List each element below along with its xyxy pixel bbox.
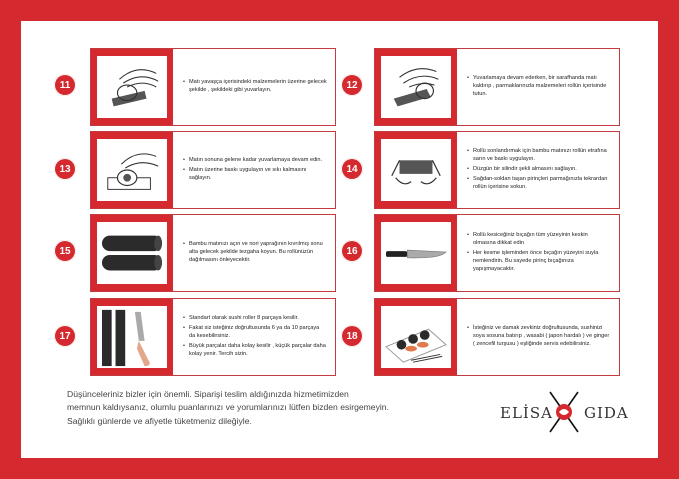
sushi-roll-icon <box>91 215 173 291</box>
step-card-17 <box>90 298 336 376</box>
step-text: • Bambu matınızı açın ve nori yaprağının kıvrılmış sonu alta gelecek şekilde tezgaha koyun. Bu rollünüzün dağılmasını önleyecektir. <box>189 240 327 265</box>
step-text: • Matın üzerine baskı uygulayın ve sıkı kalmasını sağlayın. <box>189 166 327 182</box>
step-card-18 <box>374 298 620 376</box>
footer-line: memnun kaldıysanız, olumlu puanlarınızı ve yorumlarınızı lütfen bizden esirgemeyin. <box>67 402 389 413</box>
step-card-16 <box>374 214 620 292</box>
step-number-11: 11 <box>54 74 76 96</box>
step-text: • Büyük parçalar daha kolay kesilir , küçük parçalar daha kolay yenir. Tercih sizin. <box>189 342 327 358</box>
step-text: • Sağdan-soldan taşan pirinçleri parmağınızla tekrardan rollün içerisine sokun. <box>473 175 611 191</box>
step-number-16: 16 <box>341 240 363 262</box>
step-text: • Her kesme işleminden önce bıçağın yüzeyini suyla nemlendirin. Bu sayede pirinç bıçağınıza yapışmayacaktır. <box>473 249 611 274</box>
step-text: • Matın sonuna gelene kadar yuvarlamaya devam edin. <box>189 156 327 164</box>
step-text: • Rollü kesiceğiniz bıçağın tüm yüzeyinin keskin olmasına dikkat edin <box>473 231 611 247</box>
step-card-12 <box>374 48 620 126</box>
step-card-15 <box>90 214 336 292</box>
footer-message <box>67 388 427 428</box>
rolling-hands-icon <box>91 49 173 125</box>
step-text: • Standart olarak sushi roller 8 parçaya kesilir. <box>189 314 327 322</box>
step-number-13: 13 <box>54 158 76 180</box>
logo-text-left: ELİSA <box>500 404 553 422</box>
step-number-15: 15 <box>54 240 76 262</box>
step-card-13 <box>90 131 336 209</box>
shaping-roll-icon <box>375 132 457 208</box>
step-number-14: 14 <box>341 158 363 180</box>
finished-roll-icon <box>91 132 173 208</box>
step-number-17: 17 <box>54 325 76 347</box>
chopsticks-icon <box>546 388 582 438</box>
step-number-18: 18 <box>341 325 363 347</box>
logo-text-right: GIDA <box>584 404 629 422</box>
cutting-roll-icon <box>91 299 173 375</box>
step-text: • Fakat siz isteğiniz doğrultusunda 6 ya da 10 parçaya da kesebilirsiniz. <box>189 324 327 340</box>
step-number-12: 12 <box>341 74 363 96</box>
sushi-plate-icon <box>375 299 457 375</box>
footer-line: Sağlıklı günlerde ve afiyetle tüketmeniz dileğiyle. <box>67 415 252 426</box>
step-text: • Matı yavaşça içerisindeki malzemelerin üzerine gelecek şekilde , şekildeki gibi yuvarlayın. <box>189 78 327 94</box>
brand-logo <box>500 386 630 440</box>
step-card-14 <box>374 131 620 209</box>
knife-icon <box>375 215 457 291</box>
step-text: • Düzgün bir silindir şekli almasını sağlayın. <box>473 165 611 173</box>
step-text: • Yuvarlamaya devam ederken, bir sarafhanda matı kaldırıp , parmaklarınızla malzemeleri rollün içerisinde tutun. <box>473 74 611 99</box>
rolling-hands-icon <box>375 49 457 125</box>
step-text: • İsteğiniz ve damak zevkiniz doğrultusunda, sushinizi soya sosuna batırıp , wasabi ( japon hardalı ) ve ginger ( zencefil turşusu ) eşliğinde servis edebilirsiniz. <box>473 324 611 349</box>
step-card-11 <box>90 48 336 126</box>
footer-line: Düşünceleriniz bizler için önemli. Siparişi teslim aldığınızda hizmetimizden <box>67 389 349 399</box>
step-text: • Rollü sonlandırmak için bambu matınızı rollün etrafına sarın ve baskı uygulayın. <box>473 147 611 163</box>
